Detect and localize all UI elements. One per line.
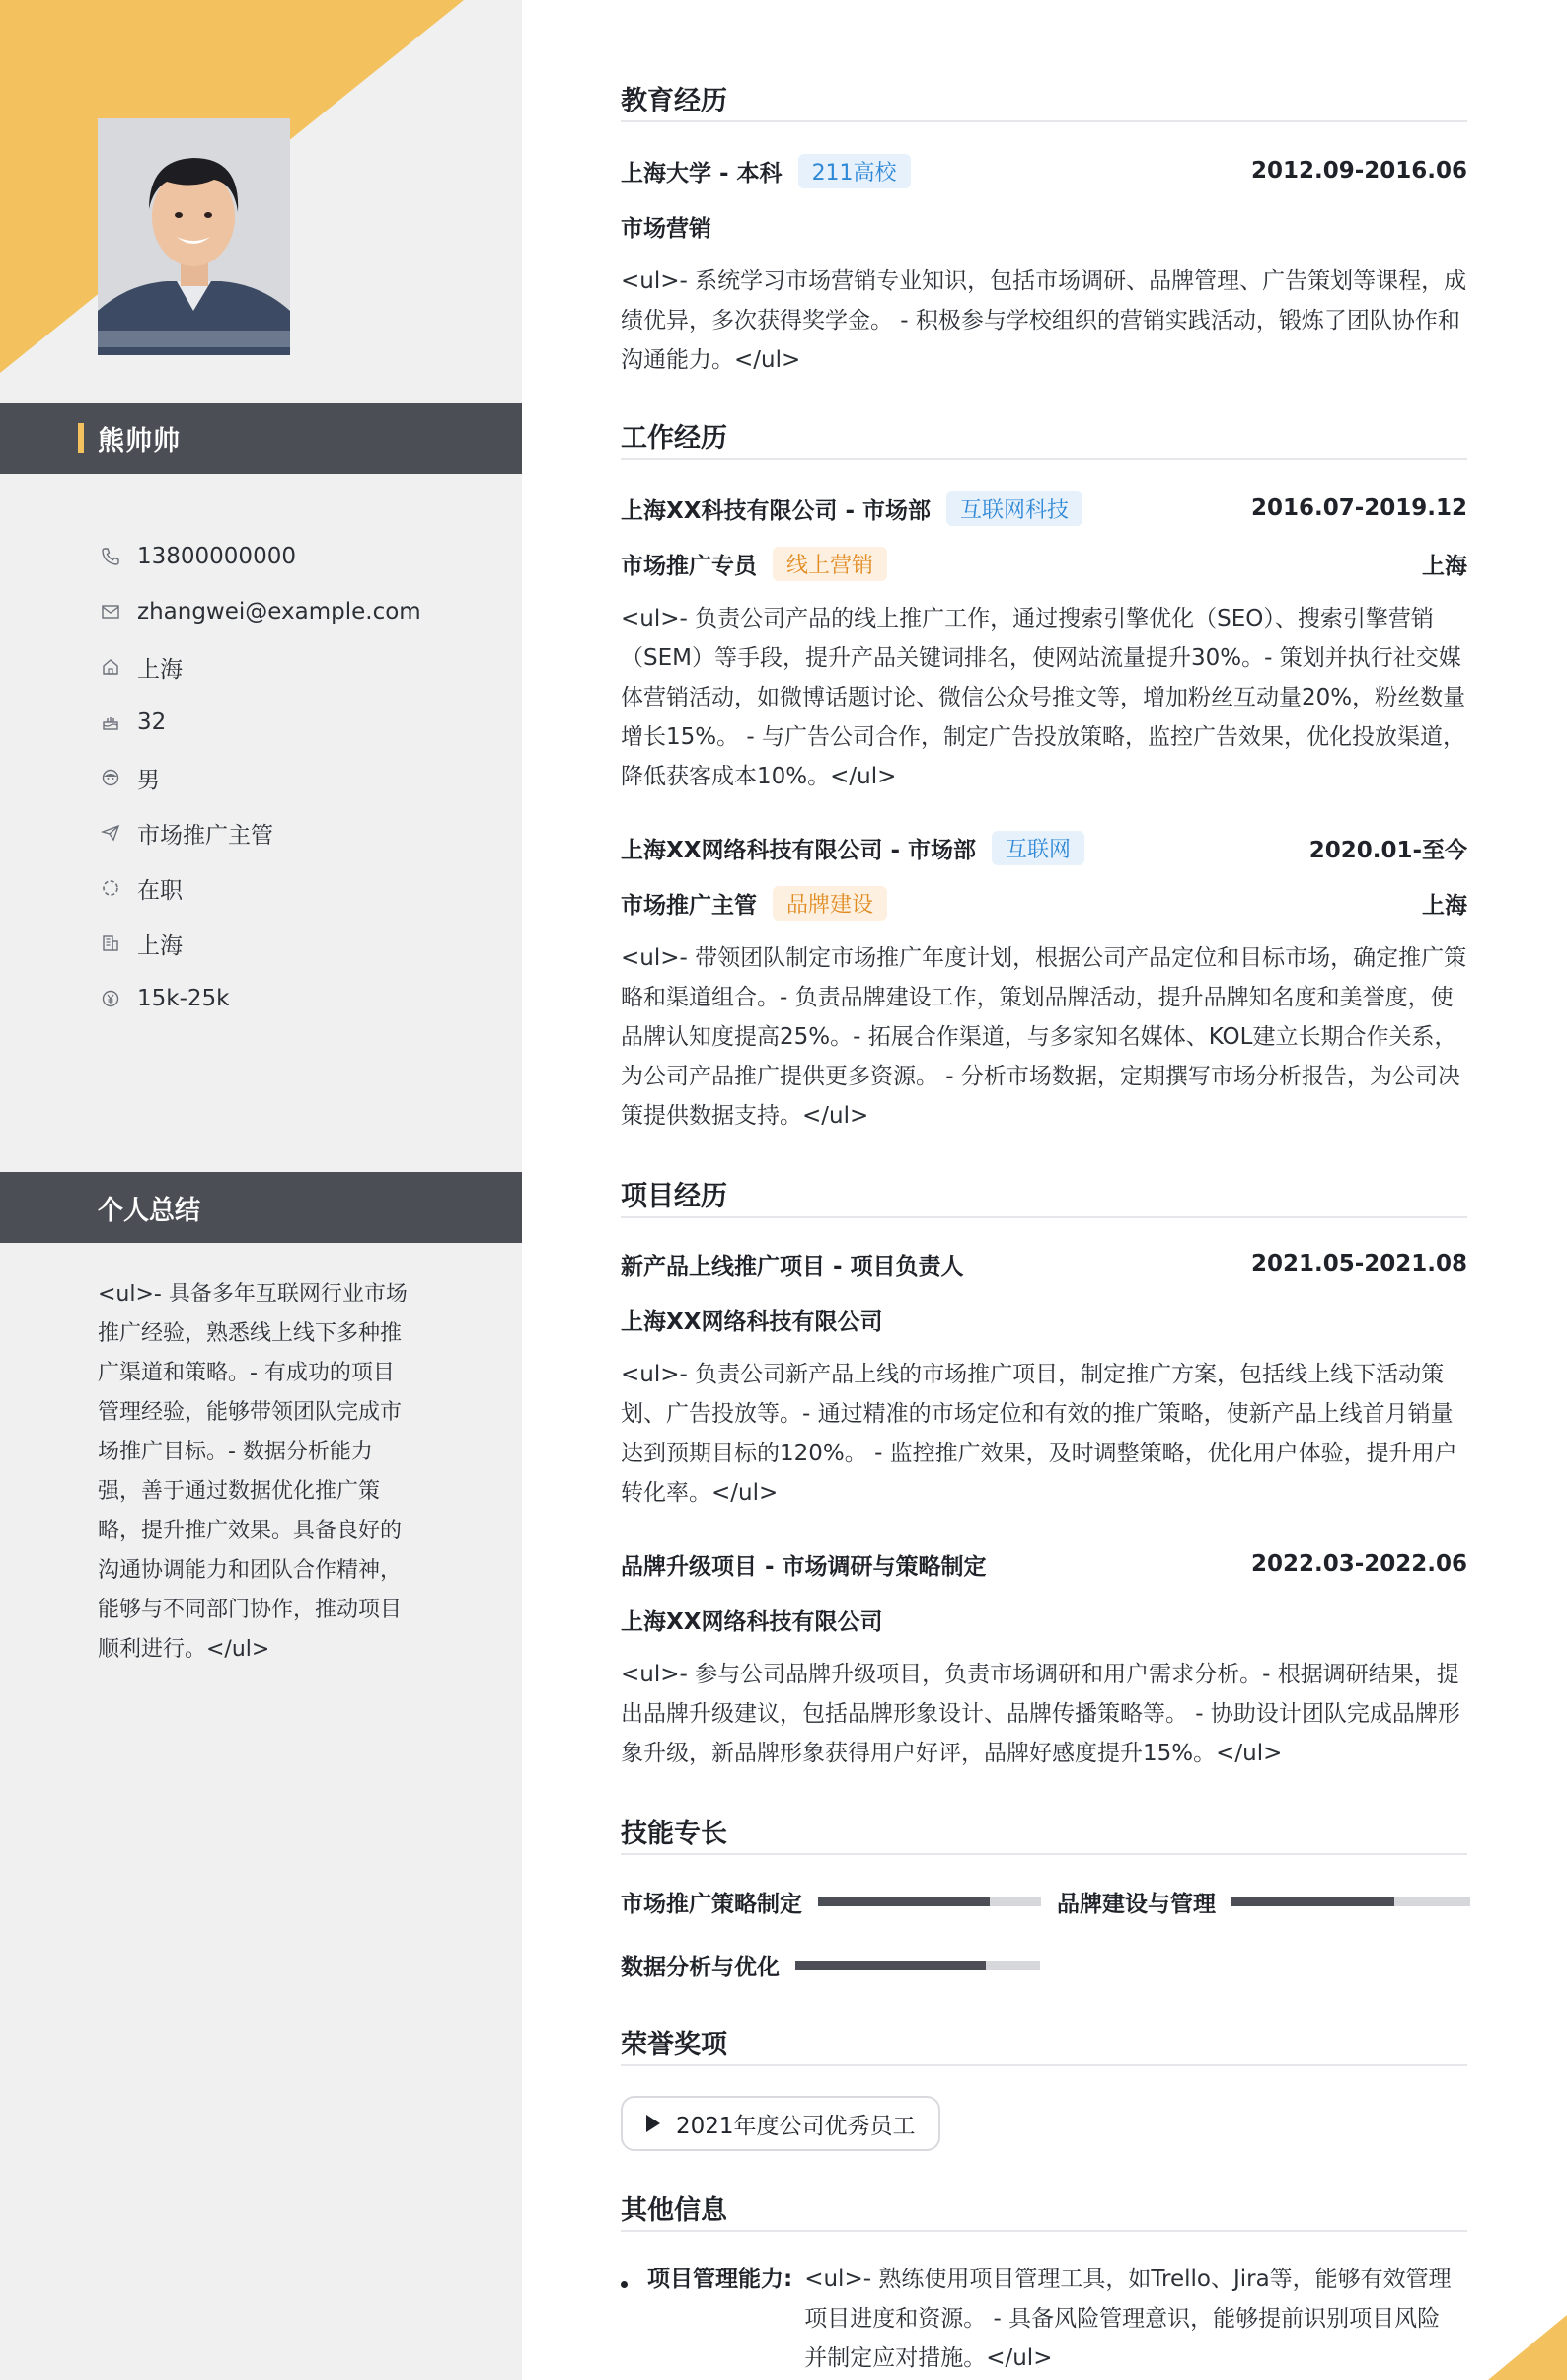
- home-icon: [98, 654, 123, 680]
- work-company: 上海XX科技有限公司 - 市场部: [621, 497, 932, 524]
- work-position-row: [621, 886, 1467, 920]
- info-city: [98, 916, 512, 971]
- work-item-header: [621, 491, 1467, 525]
- work-description: <ul>- 带领团队制定市场推广年度计划，根据公司产品定位和目标市场，确定推广策略和渠道组合。- 负责品牌建设工作，策划品牌活动，提升品牌知名度和美誉度，使品牌认知度提高25%。- 拓展合作渠道，与多家知名媒体、KOL建立长期合作关系，为公司产品推广提供更多资源。 - 分析市场数据，定期撰写市场分析报告，为公司决策提供数据支持。</ul>: [621, 945, 1467, 1129]
- address-text: 上海: [137, 656, 183, 683]
- project-header: [621, 1247, 1467, 1281]
- work-period: 2020.01-至今: [1308, 837, 1467, 863]
- salary-icon: [98, 986, 123, 1011]
- work-industry-tag: 互联网: [992, 831, 1084, 865]
- send-icon: [98, 820, 123, 846]
- project-period: 2022.03-2022.06: [1250, 1551, 1467, 1577]
- award-item[interactable]: [621, 2096, 940, 2151]
- work-item-header: [621, 831, 1467, 864]
- building-icon: [98, 930, 123, 956]
- skill-level-fill: [795, 1961, 986, 1970]
- skills-section-title: 技能专长: [621, 1812, 1467, 1855]
- cake-icon: [98, 709, 123, 735]
- name-banner: [0, 403, 522, 474]
- work-location: 上海: [1422, 892, 1467, 919]
- project-company: 上海XX网络科技有限公司: [621, 1608, 883, 1635]
- project-period: 2021.05-2021.08: [1250, 1251, 1467, 1277]
- other-info-item: [621, 2260, 1467, 2378]
- work-position-row: [621, 547, 1467, 580]
- project-company-row: [621, 1302, 1467, 1336]
- summary-title: 个人总结: [98, 1195, 201, 1226]
- project-company: 上海XX网络科技有限公司: [621, 1308, 883, 1335]
- city-text: 上海: [137, 932, 183, 959]
- education-period: 2012.09-2016.06: [1250, 158, 1467, 184]
- work-period: 2016.07-2019.12: [1250, 495, 1467, 521]
- skill-level-fill: [1231, 1897, 1394, 1906]
- work-location: 上海: [1422, 553, 1467, 579]
- other-section-title: 其他信息: [621, 2189, 1467, 2232]
- education-section-title: 教育经历: [621, 79, 1467, 122]
- bullet-icon: [621, 2281, 628, 2288]
- avatar: [98, 118, 290, 355]
- age-text: 32: [137, 709, 167, 735]
- info-phone: [98, 529, 512, 584]
- work-position-tag: 线上营销: [773, 547, 887, 581]
- skill-level-bar: [795, 1961, 1040, 1970]
- info-gender: [98, 750, 512, 805]
- mail-icon: [98, 599, 123, 625]
- skill-level-fill: [818, 1897, 990, 1906]
- project-description: <ul>- 参与公司品牌升级项目，负责市场调研和用户需求分析。- 根据调研结果，提出品牌升级建议，包括品牌形象设计、品牌传播策略等。 - 协助设计团队完成品牌形象升级，新品牌形象获得用户好评，品牌好感度提升15%。</ul>: [621, 1662, 1460, 1766]
- project-header: [621, 1547, 1467, 1581]
- project-company-row: [621, 1602, 1467, 1636]
- summary-text: <ul>- 具备多年互联网行业市场推广经验，熟悉线上线下多种推广渠道和策略。- 有成功的项目管理经验，能够带领团队完成市场推广目标。- 数据分析能力强，善于通过数据优化推广策略，提升推广效果。具备良好的沟通协调能力和团队合作精神，能够与不同部门协作，推动项目顺利进行。</ul>: [98, 1282, 408, 1662]
- info-address: [98, 639, 512, 695]
- school-tag: 211高校: [798, 154, 911, 188]
- contact-info-list: [98, 529, 512, 1026]
- salary-text: 15k-25k: [137, 986, 230, 1011]
- skill-item: [621, 1948, 1040, 1981]
- info-salary: [98, 971, 512, 1026]
- skill-level-bar: [1231, 1897, 1470, 1906]
- skill-name: 市场推广策略制定: [621, 1891, 802, 1917]
- email-text: zhangwei@example.com: [137, 599, 421, 625]
- sidebar: [0, 0, 522, 2380]
- other-info-value: <ul>- 熟练使用项目管理工具，如Trello、Jira等，能够有效管理项目进度和资源。 - 具备风险管理意识，能够提前识别项目风险并制定应对措施。</ul>: [804, 2267, 1452, 2371]
- status-text: 在职: [137, 877, 183, 904]
- work-position-tag: 品牌建设: [773, 886, 887, 921]
- skill-item: [1057, 1885, 1470, 1918]
- avatar-photo: [98, 118, 290, 355]
- major-row: [621, 209, 1467, 243]
- skill-name: 数据分析与优化: [621, 1954, 780, 1980]
- work-section-title: 工作经历: [621, 416, 1467, 460]
- phone-text: 13800000000: [137, 544, 296, 569]
- info-age: [98, 695, 512, 750]
- school-name: 上海大学 - 本科: [621, 160, 783, 186]
- education-description: <ul>- 系统学习市场营销专业知识，包括市场调研、品牌管理、广告策划等课程，成绩优异，多次获得奖学金。 - 积极参与学校组织的营销实践活动，锻炼了团队协作和沟通能力。</ul>: [621, 268, 1467, 373]
- info-status: [98, 860, 512, 916]
- project-name: 新产品上线推广项目 - 项目负责人: [621, 1253, 964, 1280]
- project-name: 品牌升级项目 - 市场调研与策略制定: [621, 1553, 987, 1580]
- projects-section-title: 项目经历: [621, 1174, 1467, 1218]
- skill-item: [621, 1885, 1041, 1918]
- project-description: <ul>- 负责公司新产品上线的市场推广项目，制定推广方案，包括线上线下活动策划、广告投放等。- 通过精准的市场定位和有效的推广策略，使新产品上线首月销量达到预期目标的120%。 - 监控推广效果，及时调整策略，优化用户体验，提升用户转化率。</ul>: [621, 1362, 1457, 1506]
- candidate-name: 熊帅帅: [98, 425, 181, 457]
- work-industry-tag: 互联网科技: [946, 491, 1082, 526]
- name-accent-bar: [78, 423, 84, 453]
- status-icon: [98, 875, 123, 901]
- position-text: 市场推广主管: [137, 822, 273, 849]
- work-company: 上海XX网络科技有限公司 - 市场部: [621, 837, 977, 863]
- phone-icon: [98, 544, 123, 569]
- skill-level-bar: [818, 1897, 1041, 1906]
- award-text: 2021年度公司优秀员工: [676, 2113, 916, 2139]
- work-position: 市场推广主管: [621, 892, 757, 919]
- education-header: [621, 154, 1467, 187]
- other-info-key: 项目管理能力:: [647, 2267, 793, 2292]
- summary-banner: [0, 1172, 522, 1243]
- decorative-corner-bottom: [1488, 2301, 1567, 2380]
- work-description: <ul>- 负责公司产品的线上推广工作，通过搜索引擎优化（SEO）、搜索引擎营销（SEM）等手段，提升产品关键词排名，使网站流量提升30%。- 策划并执行社交媒体营销活动，如微博话题讨论、微信公众号推文等，增加粉丝互动量20%，粉丝数量增长15%。 - 与广告公司合作，制定广告投放策略，监控广告效果，优化投放渠道，降低获客成本10%。</ul>: [621, 606, 1466, 789]
- gender-text: 男: [137, 767, 160, 793]
- gender-icon: [98, 765, 123, 790]
- major-name: 市场营销: [621, 215, 711, 242]
- info-email: [98, 584, 512, 639]
- play-triangle-icon: [646, 2115, 660, 2132]
- work-position: 市场推广专员: [621, 553, 757, 579]
- info-position: [98, 805, 512, 860]
- skill-name: 品牌建设与管理: [1057, 1891, 1216, 1917]
- awards-section-title: 荣誉奖项: [621, 2023, 1467, 2066]
